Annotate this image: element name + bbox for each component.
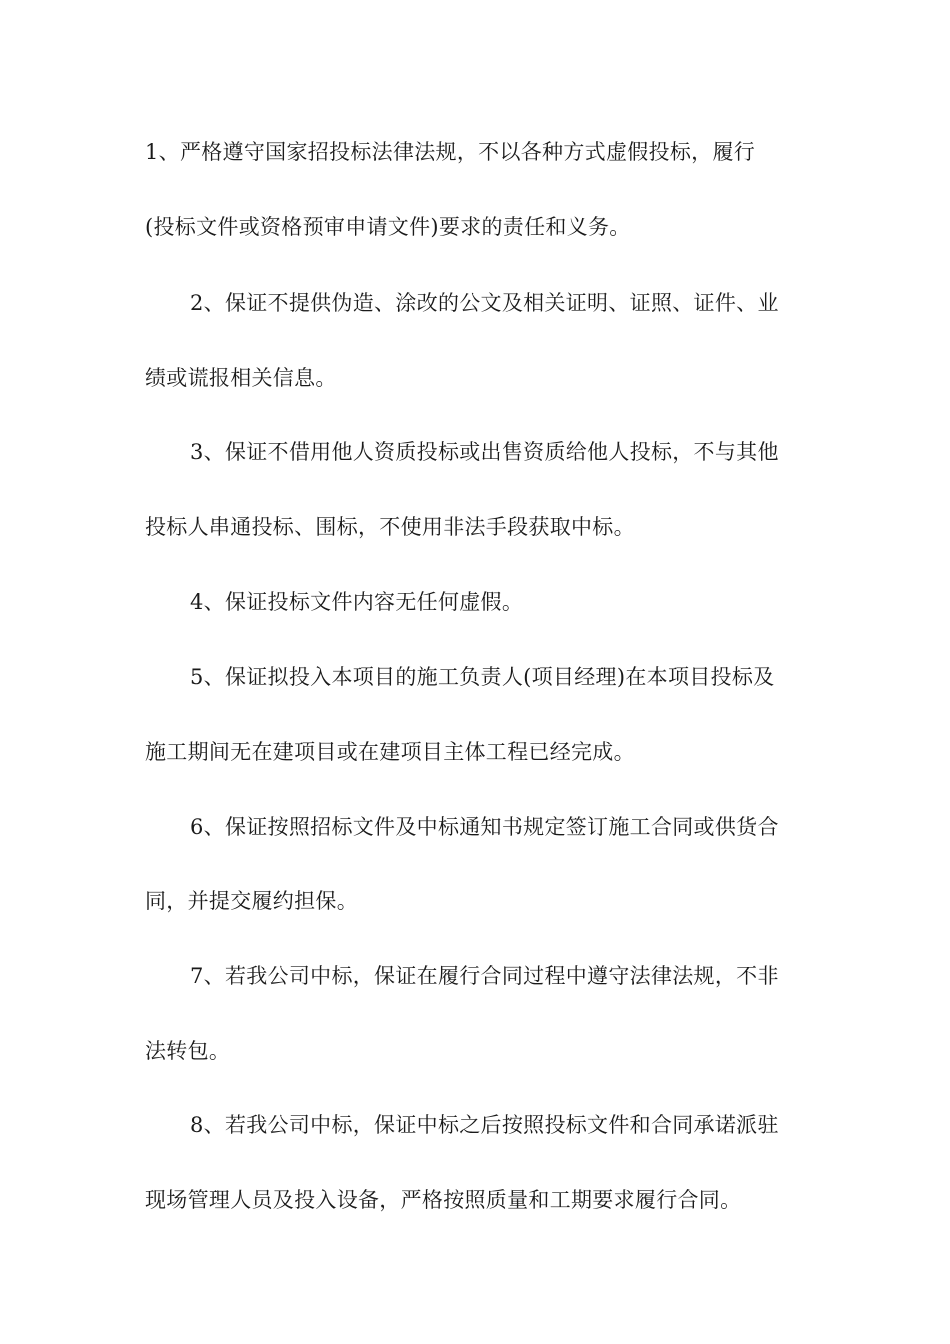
paragraph-5-line-2: 施工期间无在建项目或在建项目主体工程已经完成。 bbox=[145, 740, 635, 764]
paragraph-6-line-2: 同，并提交履约担保。 bbox=[145, 889, 358, 913]
paragraph-2-line-1: 2、保证不提供伪造、涂改的公文及相关证明、证照、证件、业 bbox=[190, 291, 779, 315]
paragraph-6-line-1: 6、保证按照招标文件及中标通知书规定签订施工合同或供货合 bbox=[190, 815, 779, 839]
paragraph-4-line-1: 4、保证投标文件内容无任何虚假。 bbox=[190, 590, 524, 614]
paragraph-8-line-2: 现场管理人员及投入设备，严格按照质量和工期要求履行合同。 bbox=[145, 1188, 742, 1212]
paragraph-5-line-1: 5、保证拟投入本项目的施工负责人(项目经理)在本项目投标及 bbox=[190, 665, 775, 689]
paragraph-7-line-2: 法转包。 bbox=[145, 1039, 231, 1063]
paragraph-3-line-1: 3、保证不借用他人资质投标或出售资质给他人投标，不与其他 bbox=[190, 440, 779, 464]
paragraph-2-line-2: 绩或谎报相关信息。 bbox=[145, 366, 337, 390]
paragraph-7-line-1: 7、若我公司中标，保证在履行合同过程中遵守法律法规，不非 bbox=[190, 964, 779, 988]
paragraph-8-line-1: 8、若我公司中标，保证中标之后按照投标文件和合同承诺派驻 bbox=[190, 1113, 779, 1137]
paragraph-1-line-2: (投标文件或资格预审申请文件)要求的责任和义务。 bbox=[145, 215, 631, 239]
paragraph-3-line-2: 投标人串通投标、围标，不使用非法手段获取中标。 bbox=[145, 515, 635, 539]
paragraph-1-line-1: 1、严格遵守国家招投标法律法规，不以各种方式虚假投标，履行 bbox=[145, 140, 756, 164]
